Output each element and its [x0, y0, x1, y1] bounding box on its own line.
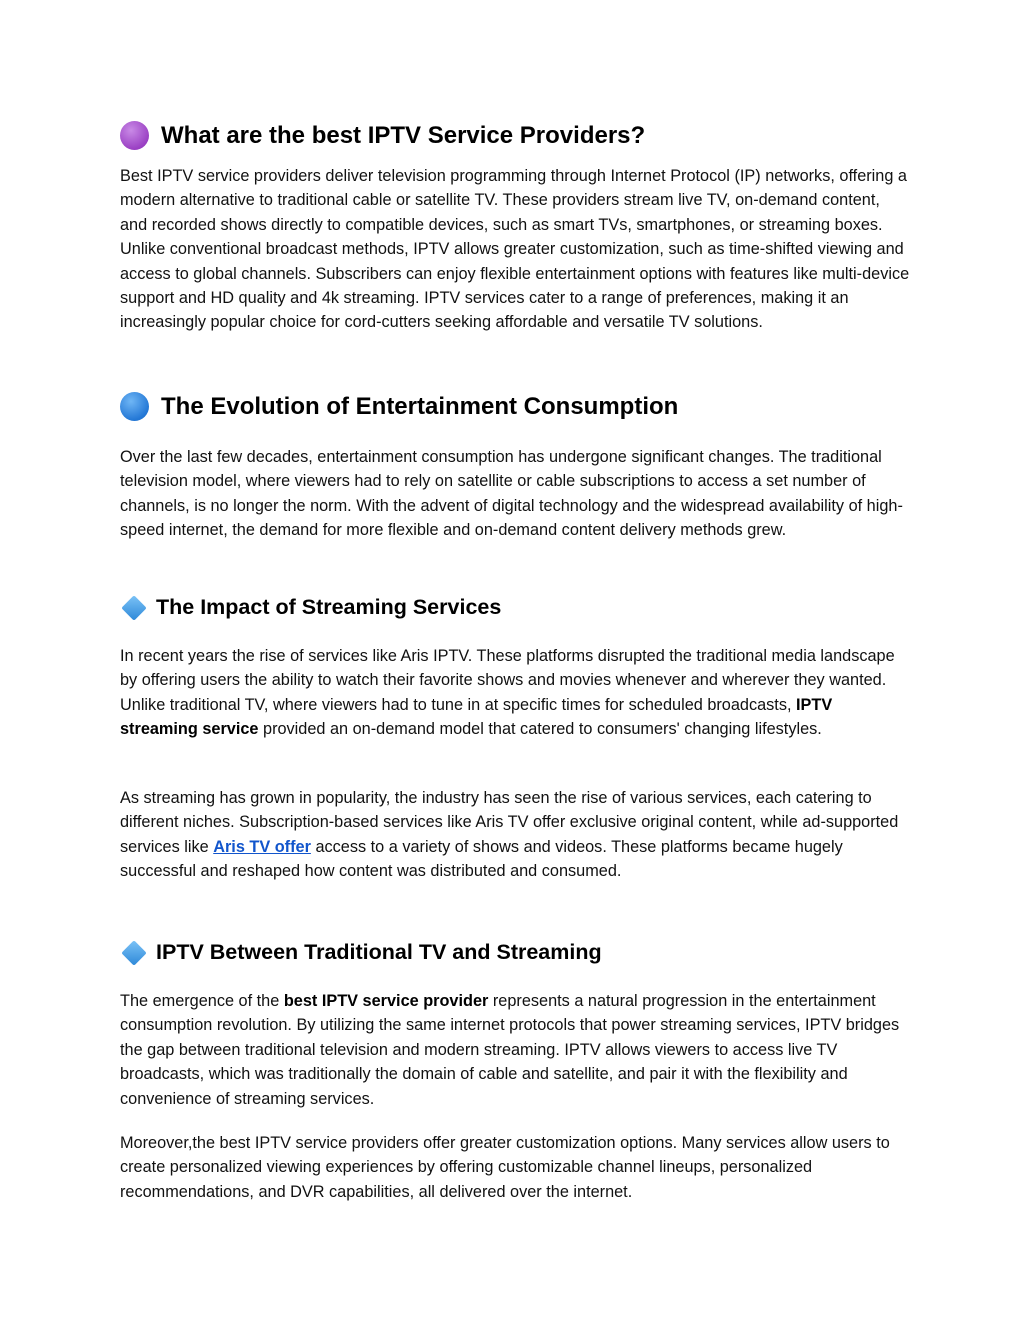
section-heading-best-iptv-providers — [120, 121, 645, 150]
paragraph-text: provided an on-demand model that catered to consumers' changing lifestyles. — [258, 720, 822, 739]
paragraph-text: represents a natural progression in the entertainment consumption revolution. By utilizing the same internet protocols that power streaming services, IPTV bridges the gap between traditional television and modern streaming. IPTV allows viewers to access live TV broadcasts, which was traditionally the domain of cable and satellite, and pair it with the flexibility and convenience of streaming services. — [120, 992, 900, 1108]
paragraph — [120, 786, 910, 884]
paragraph — [120, 989, 910, 1111]
paragraph-text: As streaming has grown in popularity, the industry has seen the rise of various services, each catering to different niches. Subscription-based services like Aris TV offer exclusive original content, while ad-supported services like — [120, 789, 899, 856]
heading-text: The Evolution of Entertainment Consumption — [161, 392, 679, 420]
purple-circle-icon — [120, 121, 149, 150]
bold-phrase: IPTV streaming service — [120, 695, 833, 739]
bold-phrase: best IPTV service provider — [283, 992, 489, 1010]
section-heading-evolution — [120, 392, 678, 421]
heading-text: The Impact of Streaming Services — [156, 595, 502, 620]
paragraph: Moreover,the best IPTV service providers offer greater customization options. Many services allow users to create personalized viewing experiences by offering customizable channel lineups, personalized recommendations, and DVR capabilities, all delivered over the internet. — [120, 1134, 890, 1201]
section-heading-impact-streaming — [120, 594, 501, 622]
heading-text: What are the best IPTV Service Providers? — [161, 121, 646, 149]
blue-diamond-icon — [120, 939, 148, 967]
paragraph-text: In recent years the rise of services like Aris IPTV. These platforms disrupted the traditional media landscape by offering users the ability to watch their favorite shows and movies whenever and wherever they wanted. Unlike traditional TV, where viewers had to tune in at specific times for scheduled broadcasts, — [120, 647, 895, 714]
paragraph-text: access to a variety of shows and videos. These platforms became hugely successful and reshaped how content was distributed and consumed. — [120, 837, 843, 881]
paragraph: Best IPTV service providers deliver television programming through Internet Protocol (IP) networks, offering a modern alternative to traditional cable or satellite TV. These providers stream live TV, on-demand content, and recorded shows directly to compatible devices, such as smart TVs, smartphones, or streaming boxes. Unlike conventional broadcast methods, IPTV allows greater customization, such as time-shifted viewing and access to global channels. Subscribers can enjoy flexible entertainment options with features like multi-device support and HD quality and 4k streaming. IPTV services cater to a range of preferences, making it an increasingly popular choice for cord-cutters seeking affordable and versatile TV solutions. — [120, 167, 910, 332]
blue-circle-icon — [120, 392, 149, 421]
heading-text: IPTV Between Traditional TV and Streaming — [156, 940, 602, 965]
blue-diamond-icon — [120, 594, 148, 622]
paragraph — [120, 644, 910, 742]
section-heading-iptv-between — [120, 939, 602, 967]
aris-tv-offer-link[interactable]: Aris TV offer — [213, 837, 311, 856]
paragraph: Over the last few decades, entertainment consumption has undergone significant changes. The traditional television model, where viewers had to rely on satellite or cable subscriptions to access a set number of channels, is no longer the norm. With the advent of digital technology and the widespread availability of high-speed internet, the demand for more flexible and on-demand content delivery methods grew. — [120, 448, 903, 540]
paragraph-text: The emergence of the — [120, 992, 284, 1010]
